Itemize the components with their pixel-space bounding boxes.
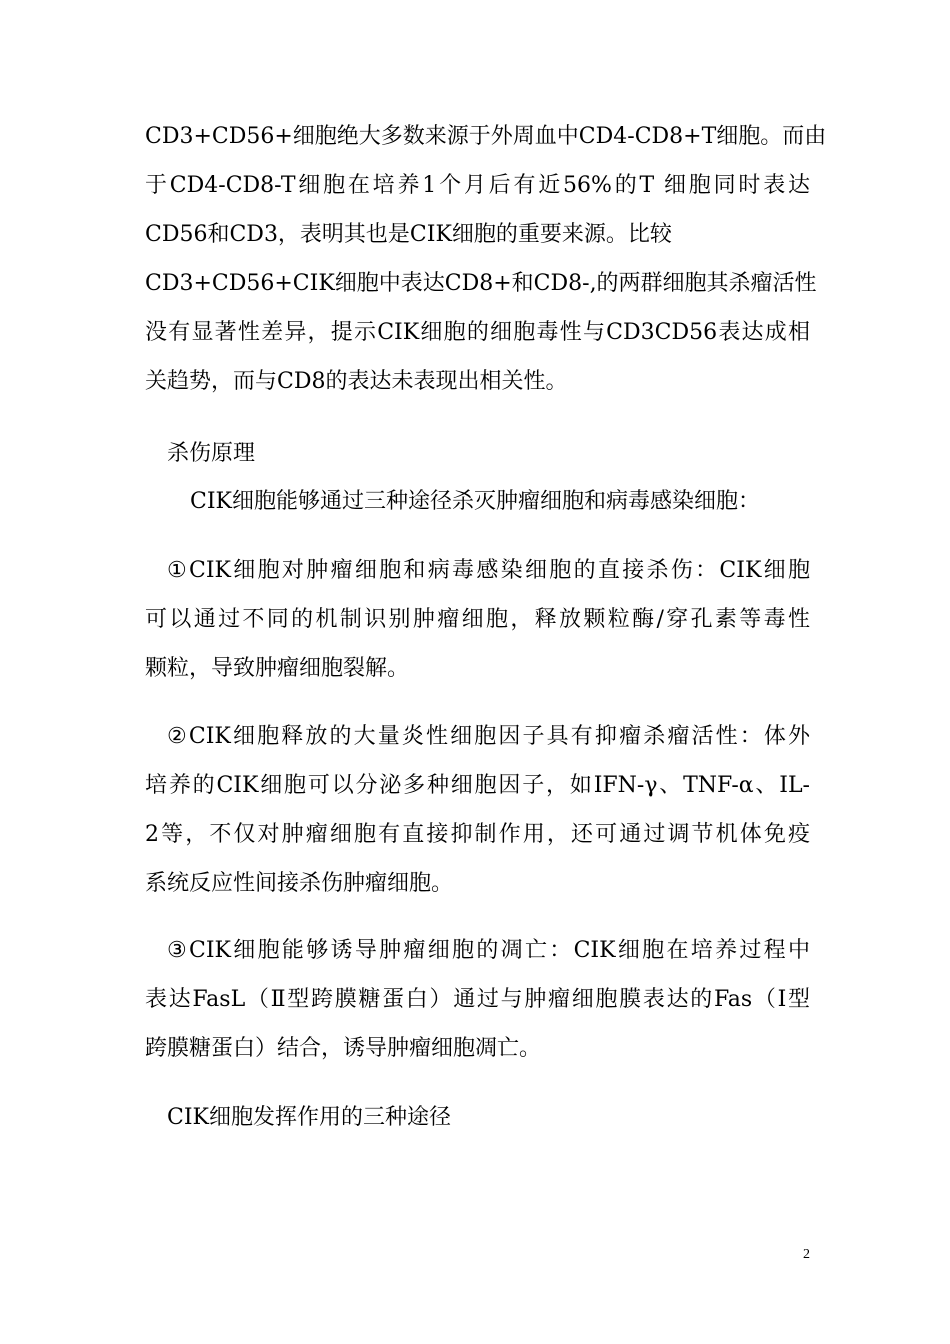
- text-line: CIK细胞发挥作用的三种途径: [167, 1105, 451, 1130]
- heading-killing-principle: [167, 429, 832, 478]
- text-line: 2等，不仅对肿瘤细胞有直接抑制作用，还可通过调节机体免疫: [145, 822, 810, 847]
- text-line: 可以通过不同的机制识别肿瘤细胞，释放颗粒酶/穿孔素等毒性: [145, 607, 810, 632]
- text-line: 杀伤原理: [167, 441, 256, 466]
- text-line: 表达FasL（Ⅱ型跨膜糖蛋白）通过与肿瘤细胞膜表达的Fas（Ⅰ型: [145, 987, 810, 1012]
- text-line: 跨膜糖蛋白）结合，诱导肿瘤细胞凋亡。: [145, 1036, 542, 1061]
- text-line: 于CD4-CD8-T细胞在培养1个月后有近56%的T 细胞同时表达: [145, 173, 810, 198]
- text-line: CD56和CD3，表明其也是CIK细胞的重要来源。比较: [145, 222, 672, 247]
- text-line: CD3+CD56+CIK细胞中表达CD8+和CD8-,的两群细胞其杀瘤活性: [145, 271, 817, 296]
- text-line: ①CIK细胞对肿瘤细胞和病毒感染细胞的直接杀伤：CIK细胞: [167, 558, 810, 583]
- paragraph-apoptosis: [145, 926, 810, 1073]
- paragraph-cd-sources: [145, 112, 827, 406]
- text-line: 关趋势，而与CD8的表达未表现出相关性。: [145, 369, 568, 394]
- text-line: ③CIK细胞能够诱导肿瘤细胞的凋亡：CIK细胞在培养过程中: [167, 938, 810, 963]
- heading-three-pathways: [167, 1093, 832, 1142]
- text-line: ②CIK细胞释放的大量炎性细胞因子具有抑瘤杀瘤活性：体外: [167, 724, 810, 749]
- page-number: 2: [803, 1247, 810, 1262]
- text-line: 培养的CIK细胞可以分泌多种细胞因子，如IFN-γ、TNF-α、IL-: [145, 773, 810, 798]
- paragraph-direct-killing: [145, 546, 810, 693]
- text-line: 系统反应性间接杀伤肿瘤细胞。: [145, 871, 454, 896]
- paragraph-cytokines: [145, 712, 810, 908]
- paragraph-three-pathways-intro: [190, 477, 855, 526]
- text-line: 颗粒，导致肿瘤细胞裂解。: [145, 656, 410, 681]
- text-line: CD3+CD56+细胞绝大多数来源于外周血中CD4-CD8+T细胞。而由: [145, 124, 827, 149]
- text-line: CIK细胞能够通过三种途径杀灭肿瘤细胞和病毒感染细胞：: [190, 489, 760, 514]
- text-line: 没有显著性差异，提示CIK细胞的细胞毒性与CD3CD56表达成相: [145, 320, 810, 345]
